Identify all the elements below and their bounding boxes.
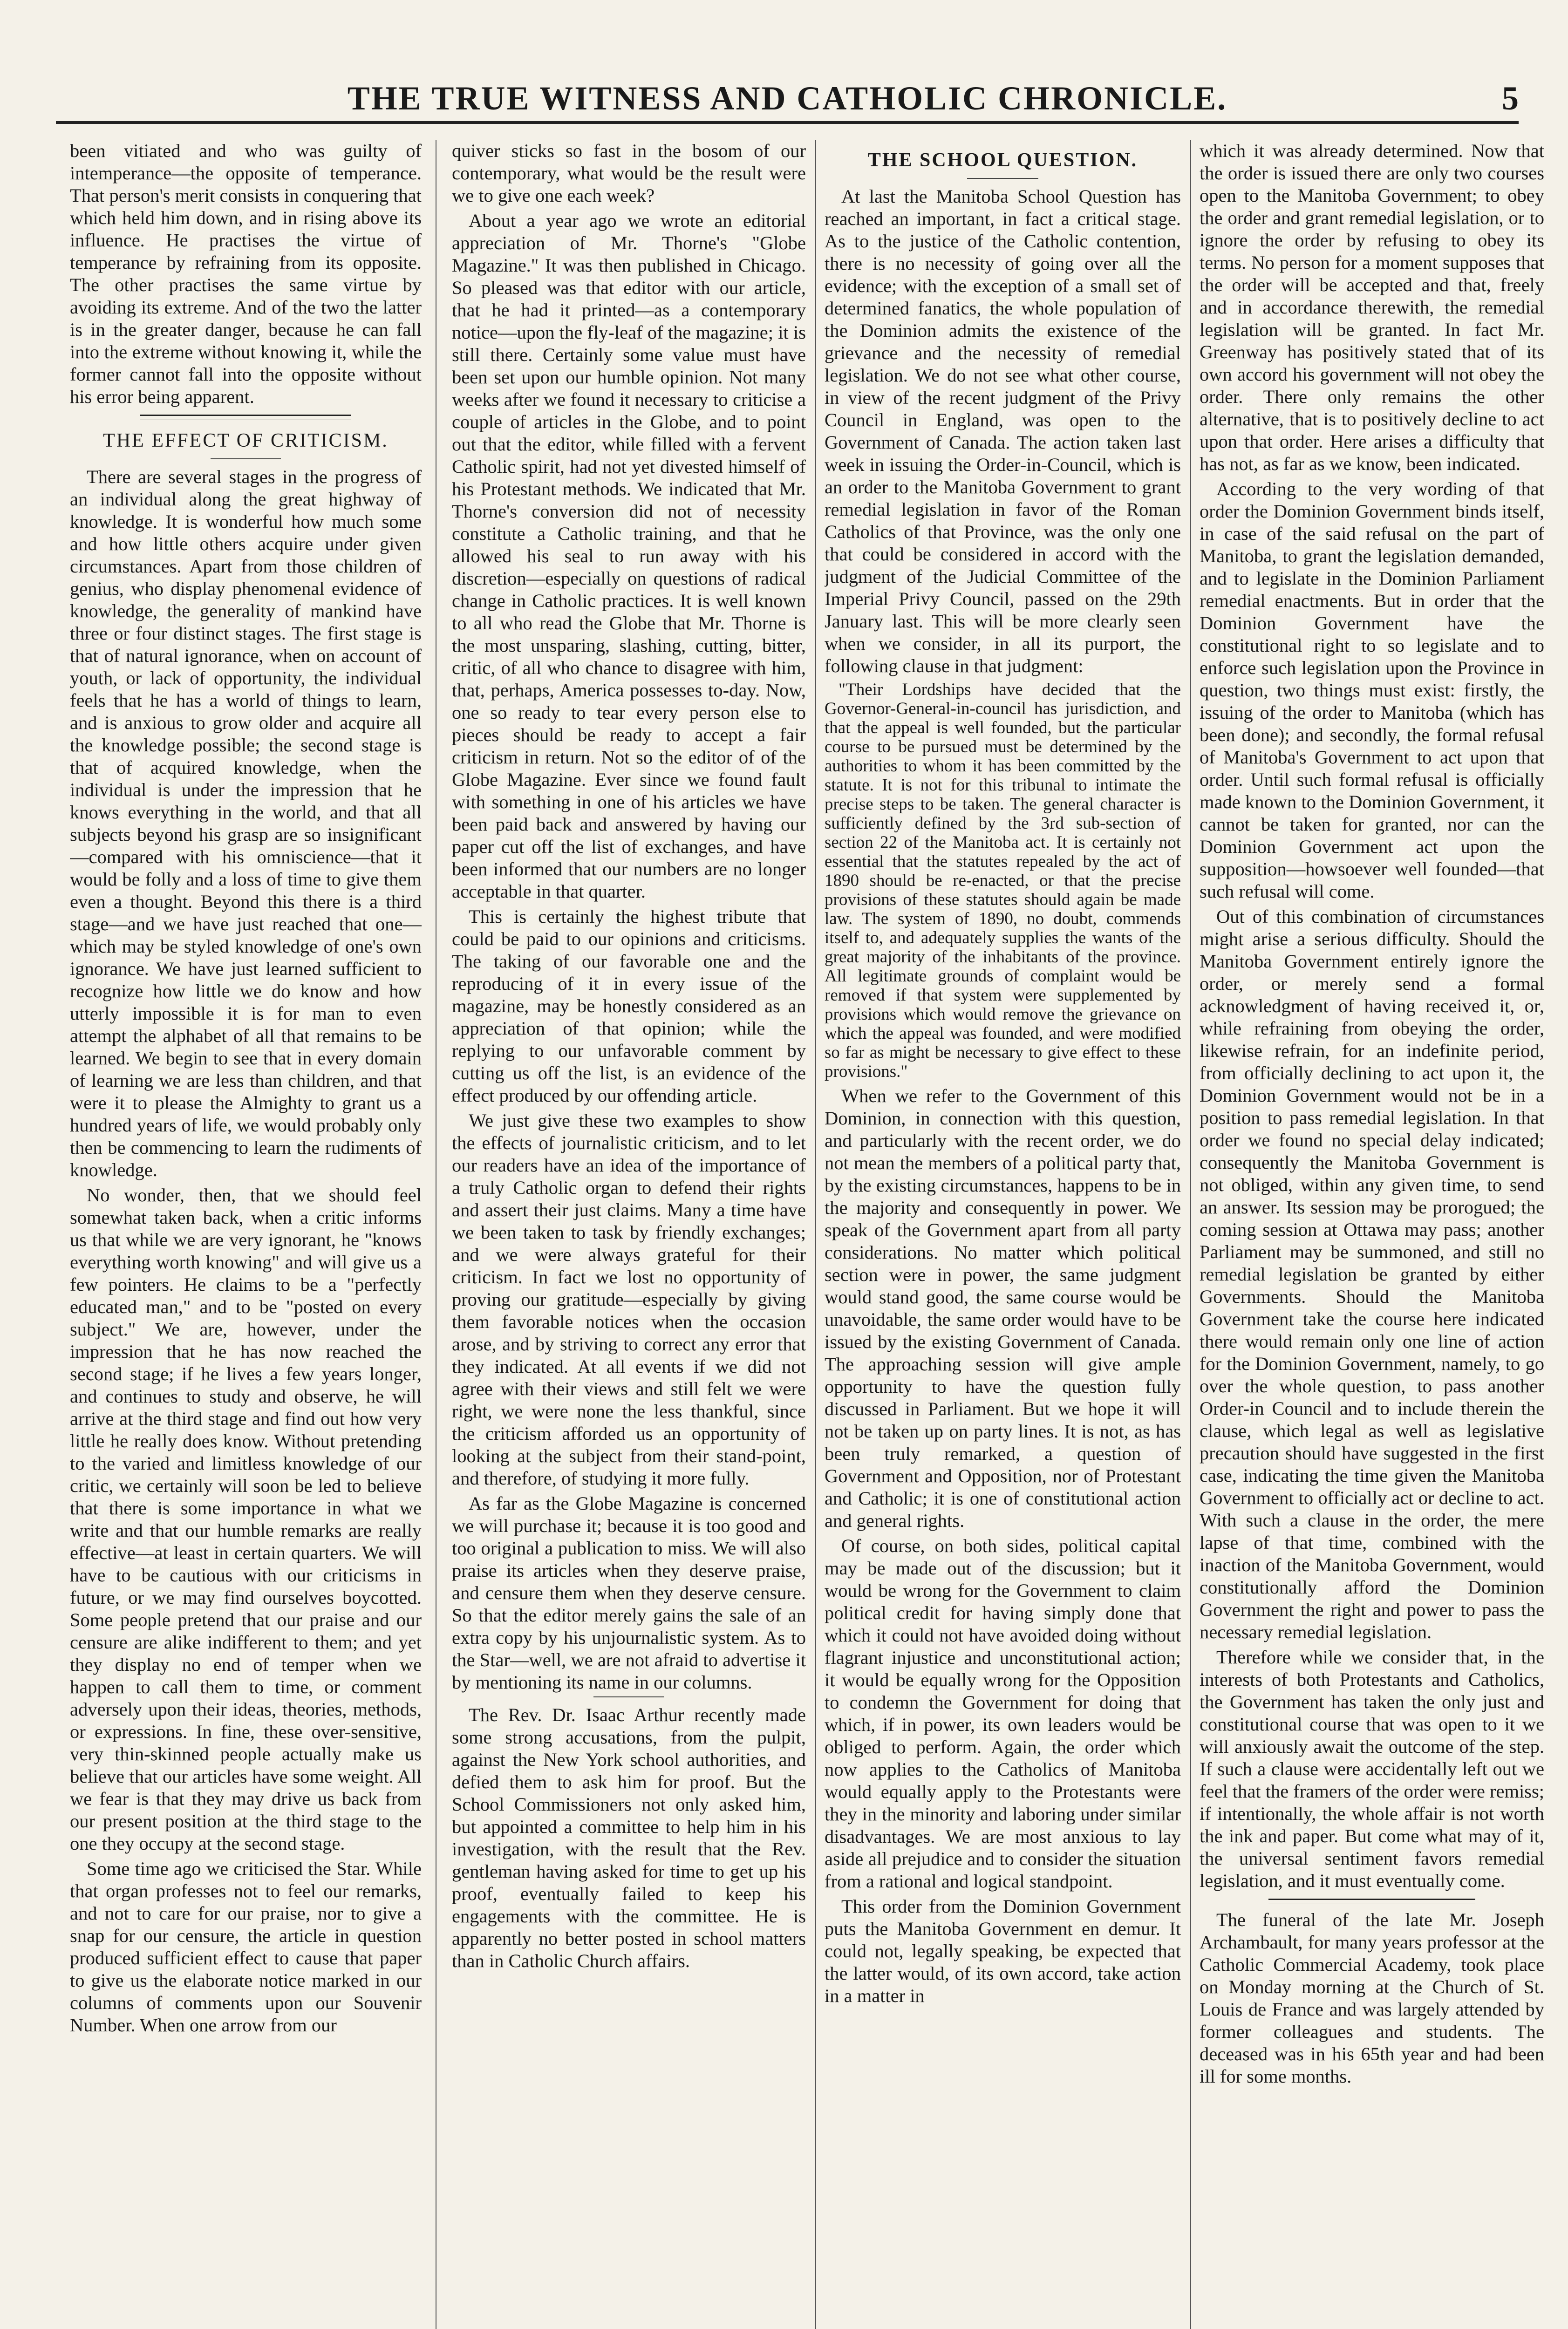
paragraph: The funeral of the late Mr. Joseph Archambault, for many years professor at the Catholic Commercial Academy, took place on Monday morning at the Church of St. Louis de France and was largely attended by former colleagues and students. The deceased was in his 65th year and had been ill for some months. (1200, 1909, 1544, 2087)
column-divider (815, 140, 816, 2329)
quoted-judgment: "Their Lordships have decided that the Governor-General-in-council has jurisdiction, and that the appeal is well founded, but the particular course to be pursued must be determined by the authorities to whom it has been committed by the statute. It is not for this tribunal to intimate the precise steps to be taken. The general character is sufficiently defined by the 3rd sub-section of section 22 of the Manitoba act. It is certainly not essential that the statutes repealed by the act of 1890 should be re-enacted, or that the precise provisions of these statutes should again be made law. The system of 1890, no doubt, commends itself to, and adequately supplies the wants of the great majority of the inhabitants of the province. All legitimate grounds of complaint would be removed if that system were supplemented by provisions which would remove the grievance on which the appeal was founded, and were modified so far as might be necessary to give effect to these provisions." (825, 680, 1181, 1081)
paragraph: When we refer to the Government of this Dominion, in connection with this question, and particularly with the recent order, we do not mean the members of a political party that, by the existing circumstances, happens to be in the majority and consequently in power. We speak of the Government apart from all party considerations. No matter which political section were in power, the same judgment would stand good, the same course would be unavoidable, the same order would have to be issued by the existing Government of Canada. The approaching session will give ample opportunity to have the question fully discussed in Parliament. But we hope it will not be taken up on party lines. It is not, as has been truly remarked, a question of Government and Opposition, nor of Protestant and Catholic; it is one of constitutional action and general rights. (825, 1085, 1181, 1531)
section-rule (1268, 1899, 1475, 1904)
paragraph: Some time ago we criticised the Star. While that organ professes not to feel our remarks, and not to care for our praise, nor to give a snap for our censure, the article in question produced sufficient effect to cause that paper to give us the elaborate notice marked in our columns of comments upon our Souvenir Number. When one arrow from our (70, 1858, 422, 2036)
paragraph: This order from the Dominion Government puts the Manitoba Government en demur. It could not, legally speaking, be expected that the latter would, of its own accord, take action in a matter in (825, 1896, 1181, 2006)
column-2 (452, 140, 806, 2329)
section-rule (593, 1696, 664, 1697)
paragraph: The Rev. Dr. Isaac Arthur recently made some strong accusations, from the pulpit, against the New York school authorities, and defied them to ask him for proof. But the School Commissioners not only asked him, but appointed a committee to help him in his investigation, with the result that the Rev. gentleman having asked for time to get up his proof, eventually failed to keep his engagements with the committee. He is apparently no better posted in school matters than in Catholic Church affairs. (452, 1704, 806, 1971)
paragraph: As far as the Globe Magazine is concerned we will purchase it; because it is too good and too original a publication to miss. We will also praise its articles when they deserve praise, and censure them when they deserve censure. So that the editor merely gains the sale of an extra copy by his unjournalistic system. As to the Star—well, we are not afraid to advertise it by mentioning its name in our columns. (452, 1493, 806, 1693)
newspaper-title: THE TRUE WITNESS AND CATHOLIC CHRONICLE. (347, 80, 1227, 117)
paragraph: We just give these two examples to show the effects of journalistic criticism, and to let our readers have an idea of the importance of a truly Catholic organ to defend their rights and assert their just claims. Many a time have we been taken to task by friendly exchanges; and we were always grateful for their criticism. In fact we lost no opportunity of proving our gratitude—especially by giving them favorable notices when the occasion arose, and by striving to correct any error that they indicated. At all events if we did not agree with their views and still felt we were right, we were none the less thankful, since the criticism afforded us an opportunity of looking at the subject from their stand-point, and therefore, of studying it more fully. (452, 1110, 806, 1489)
section-rule (140, 415, 351, 420)
article-heading-school-question: THE SCHOOL QUESTION. (867, 150, 1138, 171)
column-1 (70, 140, 422, 2329)
paragraph: There are several stages in the progress of an individual along the great highway of knowledge. It is wonderful how much some and how little others acquire under given circumstances. Apart from those children of genius, who display phenomenal evidence of knowledge, the generality of mankind have three or four distinct stages. The first stage is that of natural ignorance, when on account of youth, or lack of opportunity, the individual feels that he has a world of things to learn, and is anxious to grow older and acquire all the knowledge possible; the second stage is that of acquired knowledge, when the individual is under the impression that he knows everything in the world, and that all subjects beyond his grasp are so insignificant—compared with his omniscience—that it would be folly and a loss of time to give them even a thought. Beyond this there is a third stage—and we have just reached that one—which may be styled knowledge of one's own ignorance. We have just learned sufficient to recognize how little we do know and how utterly impossible it is for man to even attempt the alphabet of all that remains to be learned. We begin to see that in every domain of learning we are less than children, and that were it to please the Almighty to grant us a hundred years of life, we would probably only then be commencing to learn the rudiments of knowledge. (70, 466, 422, 1180)
column-3 (825, 140, 1181, 2329)
article-heading-effect-of-criticism: THE EFFECT OF CRITICISM. (103, 430, 389, 451)
paragraph: which it was already determined. Now that the order is issued there are only two courses open to the Manitoba Government; to obey the order and grant remedial legislation, or to ignore the order by refusing to obey its terms. No person for a moment supposes that the order will be accepted and that, freely and in accordance therewith, the remedial legislation will be granted. In fact Mr. Greenway has positively stated that of its own accord his government will not obey the order. There only remains the other alternative, that is to positively decline to act upon that order. Here arises a difficulty that has not, as far as we know, been indicated. (1200, 140, 1544, 474)
heading-rule (211, 458, 281, 459)
paragraph: At last the Manitoba School Question has reached an important, in fact a critical stage. As to the justice of the Catholic contention, there is no necessity of going over all the evidence; with the exception of a small set of determined fanatics, the whole population of the Dominion admits the existence of the grievance and the necessity of remedial legislation. We do not see what other course, in view of the recent judgment of the Privy Council in England, was open to the Government of Canada. The action taken last week in issuing the Order-in-Council, which is an order to the Manitoba Government to grant remedial legislation in favor of the Roman Catholics of that Province, was the only one that could be considered in accord with the judgment of the Judicial Committee of the Imperial Privy Council, passed on the 29th January last. This will be more clearly seen when we consider, in all its purport, the following clause in that judgment: (825, 186, 1181, 676)
paragraph: About a year ago we wrote an editorial appreciation of Mr. Thorne's "Globe Magazine." It was then published in Chicago. So pleased was that editor with our article, that he had it printed—as a contemporary notice—upon the fly-leaf of the magazine; it is still there. Certainly some value must have been set upon our humble opinion. Not many weeks after we found it necessary to criticise a couple of articles in the Globe, and to point out that the editor, while filled with a fervent Catholic spirit, had not yet divested himself of his Protestant methods. We indicated that Mr. Thorne's conversion did not of necessity constitute a Catholic training, and that he allowed his seal to run away with his discretion—especially on questions of radical change in Catholic practices. It is well known to all who read the Globe that Mr. Thorne is the most unsparing, slashing, cutting, bitter, critic, of all who chance to disagree with him, that, perhaps, America possesses to-day. Now, one so ready to tear every person else to pieces should be ready to accept a fair criticism in return. Not so the editor of of the Globe Magazine. Ever since we found fault with something in one of his articles we have been paid back and answered by having our paper cut off the list of exchanges, and have been informed that our numbers are no longer acceptable in that quarter. (452, 210, 806, 902)
paragraph: No wonder, then, that we should feel somewhat taken back, when a critic informs us that while we are very ignorant, he "knows everything worth knowing" and will give us a few pointers. He claims to be a "perfectly educated man," and to be "posted on every subject." We are, however, under the impression that he has now reached the second stage; if he lives a few years longer, and continues to study and observe, he will arrive at the third stage and find out how very little he really does know. Without pretending to the varied and limitless knowledge of our critic, we certainly will soon be led to believe that there is some importance in what we write and that our humble remarks are really effective—at least in certain quarters. We will have to be cautious with our criticisms in future, or we may find ourselves boycotted. Some people pretend that our praise and our censure are alike indifferent to them; and yet they display no end of temper when we happen to call them to time, or comment adversely upon their ideas, theories, methods, or expressions. In fine, these over-sensitive, very thin-skinned people actually make us believe that our articles have some weight. All we fear is that they may drive us back from our present position at the third stage to the one they occupy at the second stage. (70, 1185, 422, 1854)
page-number: 5 (1502, 80, 1519, 117)
paragraph: been vitiated and who was guilty of intemperance—the opposite of temperance. That person's merit consists in conquering that which held him down, and in rising above its influence. He practises the virtue of temperance by refraining from its opposite. The other practises the same virtue by avoiding its extreme. And of the two the latter is in the greater danger, because he can fall into the extreme without knowing it, while the former cannot fall into the opposite without his error being apparent. (70, 140, 422, 407)
heading-rule (967, 178, 1038, 179)
column-4 (1200, 140, 1544, 2329)
paragraph: According to the very wording of that order the Dominion Government binds itself, in case of the said refusal on the part of Manitoba, to grant the legislation demanded, and to legislate in the Dominion Parliament remedial enactments. But in order that the Dominion Government have the constitutional right to so legislate and to enforce such legislation upon the Province in question, two things must exist: firstly, the issuing of the order to Manitoba (which has been done); and secondly, the formal refusal of Manitoba's Government to act upon that order. Until such formal refusal is officially made known to the Dominion Government, it cannot be taken for granted, nor can the Dominion Government act upon the supposition—howsoever well founded—that such refusal will come. (1200, 478, 1544, 902)
paragraph: quiver sticks so fast in the bosom of our contemporary, what would be the result were we to give one each week? (452, 140, 806, 206)
masthead (56, 79, 1519, 124)
paragraph: Of course, on both sides, political capital may be made out of the discussion; but it would be wrong for the Government to claim political credit for having simply done that which it could not have avoided doing without flagrant injustice and unconstitutional action; it would be equally wrong for the Opposition to condemn the Government for doing that which, if in power, its own leaders would be obliged to perform. Again, the order which now applies to the Catholics of Manitoba would equally apply to the Protestants were they in the minority and laboring under similar disadvantages. We are most anxious to lay aside all prejudice and to consider the situation from a rational and logical standpoint. (825, 1535, 1181, 1892)
paragraph: Out of this combination of circumstances might arise a serious difficulty. Should the Manitoba Government entirely ignore the order, or merely send a formal acknowledgment of having received it, or, while refraining from obeying the order, likewise refrain, for an indefinite period, from officially declining to act upon it, the Dominion Government would not be in a position to pass remedial legislation. In that order we found no special delay indicated; consequently the Manitoba Government is not obliged, within any given time, to send an answer. Its session may be prorogued; the coming session at Ottawa may pass; another Parliament may be summoned, and still no remedial legislation be granted by either Governments. Should the Manitoba Government take the course here indicated there would remain only one line of action for the Dominion Government, namely, to go over the whole question, to pass another Order-in Council and to include therein the clause, which legal as well as legislative precaution should have suggested in the first case, indicating the time given the Manitoba Government to officially act or decline to act. With such a clause in the order, the mere lapse of that time, combined with the inaction of the Manitoba Government, would constitutionally afford the Dominion Government the right and power to pass the necessary remedial legislation. (1200, 906, 1544, 1642)
paragraph: Therefore while we consider that, in the interests of both Protestants and Catholics, the Government has taken the only just and constitutional course that was open to it we will anxiously await the outcome of the step. If such a clause were accidentally left out we feel that the framers of the order were remiss; if intentionally, the whole affair is not worth the ink and paper. But come what may of it, the universal sentiment favors remedial legislation, and it must eventually come. (1200, 1647, 1544, 1891)
column-divider (1190, 140, 1191, 2329)
paragraph: This is certainly the highest tribute that could be paid to our opinions and criticisms. The taking of our favorable one and the reproducing of it in every issue of the magazine, may be honestly considered as an appreciation of that opinion; while the replying to our unfavorable comment by cutting us off the list, is an evidence of the effect produced by our offending article. (452, 906, 806, 1106)
